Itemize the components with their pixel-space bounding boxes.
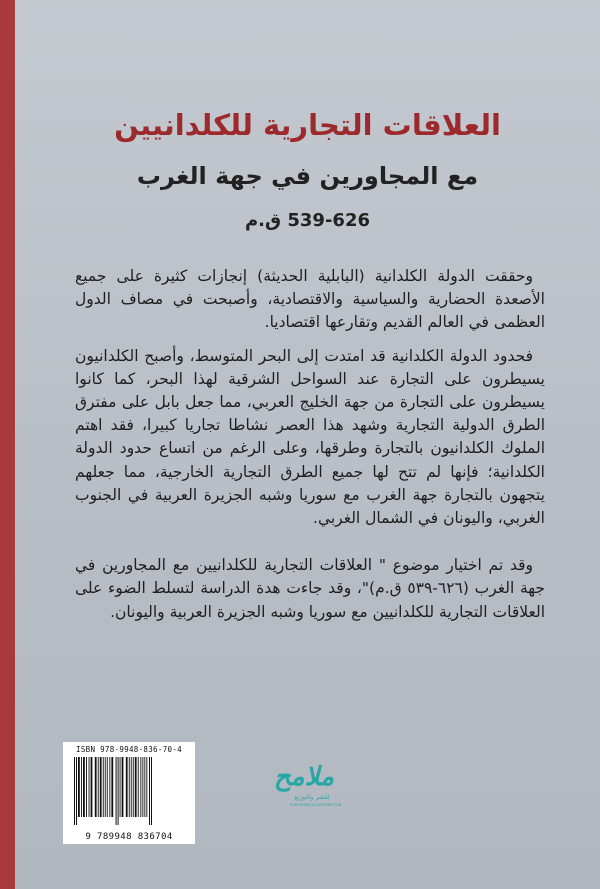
book-spine-edge (0, 0, 15, 889)
blurb-paragraph-2: فحدود الدولة الكلدانية قد امتدت إلى البحر المتوسط، وأصبح الكلدانيون يسيطرون على التجارة عند السواحل الشرقية لهذا البحر، كما كانوا يسيطرون على التجارة من جهة الخليج العربي، مما جعل بابل على مفترق الطرق الدولية التجارية وشهد هذا العصر نشاطا تجاريا كبيرا، فقد اهتم الملوك الكلدانيون بالتجارة وطرقها، وعلى الرغم من اتساع حدود الدولة الكلدانية؛ فإنها لم تتح لها جميع الطرق التجارية الخارجية، مما جعلهم يتجهون بالتجارة جهة الغرب مع سوريا وشبه الجزيرة العربية في الجنوب الغربي، واليونان في الشمال الغربي. (75, 346, 545, 528)
publisher-logo-mark: ملامح (273, 762, 334, 792)
date-range: 539-626 ق.م (244, 210, 370, 231)
blurb-text (75, 265, 545, 634)
publisher-subtitle-ar: للنشر والتوزيع (294, 794, 330, 801)
publisher-logo (273, 760, 342, 820)
blurb-paragraph-3: وقد تم اختيار موضوع " العلاقات التجارية للكلدانيين مع المجاورين في جهة الغرب (٦٢٦-٥٣٩ ق.م)"، وقد جاءت هدة الدراسة لتسلط الضوء على العلاقات التجارية للكلدانيين مع سوريا وشبه الجزيرة العربية واليونان. (75, 556, 545, 621)
barcode-bars (72, 757, 186, 825)
isbn-label: ISBN 978-9948-836-70-4 (76, 745, 182, 754)
blurb-paragraph-1: وحققت الدولة الكلدانية (البابلية الحديثة) إنجازات كثيرة على جميع الأصعدة الحضارية والسياسية والاقتصادية، وأصبحت في مصاف الدول العظمى في العالم القديم وتقارعها اقتصاديا. (75, 267, 545, 332)
book-title: العلاقات التجارية للكلدانيين (114, 108, 501, 142)
book-subtitle: مع المجاورين في جهة الغرب (136, 162, 479, 190)
isbn-barcode (63, 742, 195, 844)
isbn-number: 9 789948 836704 (85, 832, 173, 842)
publisher-subtitle-en: PUBLISHING & DISTRIBUTION (290, 803, 342, 807)
